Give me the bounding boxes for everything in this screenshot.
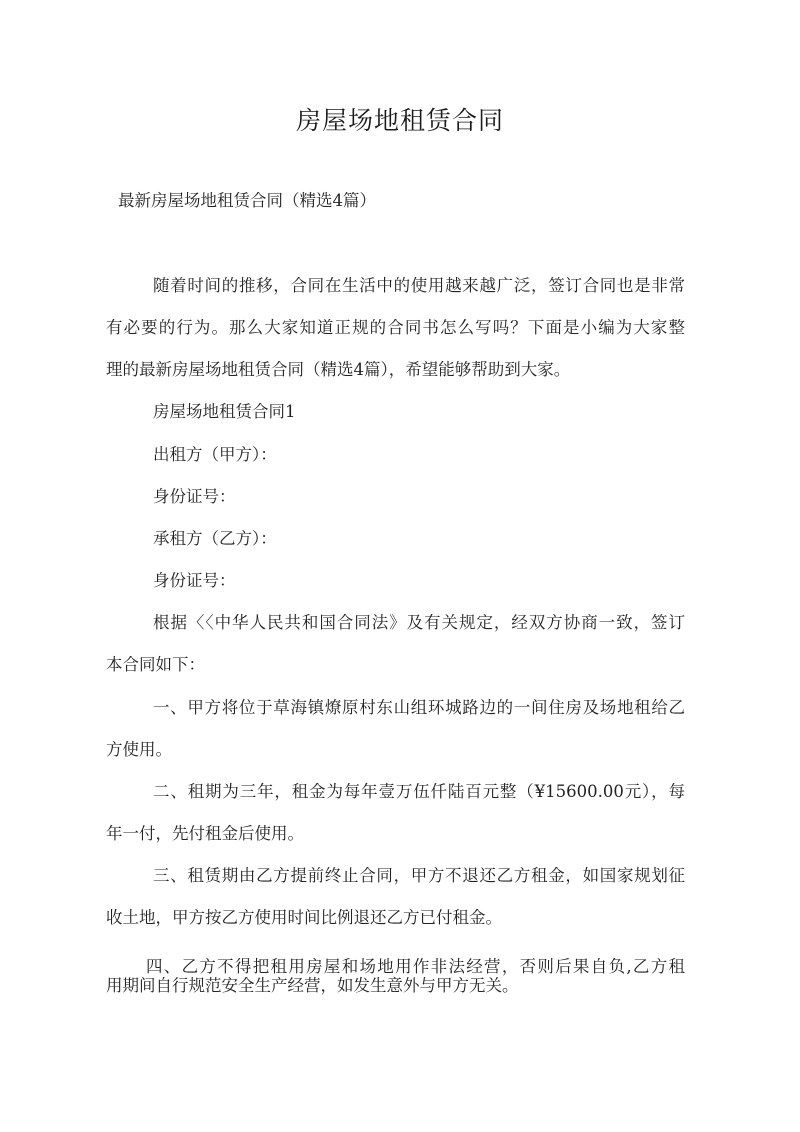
document-subtitle: 最新房屋场地租赁合同（精选4篇） (118, 191, 376, 210)
contract-heading: 房屋场地租赁合同1 (153, 402, 296, 421)
clause-4-line-2: 用期间自行规范安全生产经营，如发生意外与甲方无关。 (106, 976, 519, 995)
clause-4-line-1: 四、乙方不得把租用房屋和场地用作非法经营，否则后果自负,乙方租 (146, 957, 685, 976)
clause-1-line-1: 一、甲方将位于草海镇燎原村东山组环城路边的一间住房及场地租给乙 (153, 698, 685, 717)
party-b-label: 承租方（乙方）： (153, 529, 277, 548)
clause-3-line-2: 收土地，甲方按乙方使用时间比例退还乙方已付租金。 (106, 908, 502, 927)
party-a-label: 出租方（甲方）： (153, 445, 277, 464)
party-a-id-label: 身份证号： (153, 487, 236, 506)
clause-3-line-1: 三、租赁期由乙方提前终止合同，甲方不退还乙方租金，如国家规划征 (153, 866, 685, 885)
intro-line-2: 有必要的行为。那么大家知道正规的合同书怎么写吗？下面是小编为大家整 (106, 318, 685, 337)
clause-1-line-2: 方使用。 (106, 740, 172, 759)
party-b-id-label: 身份证号： (153, 571, 236, 590)
basis-line-1: 根据〈〈中华人民共和国合同法》及有关规定，经双方协商一致，签订 (153, 613, 685, 632)
basis-line-2: 本合同如下： (106, 655, 205, 674)
intro-line-3: 理的最新房屋场地租赁合同（精选4篇），希望能够帮助到大家。 (106, 360, 571, 379)
document-title: 房屋场地租赁合同 (295, 106, 504, 135)
clause-2-line-1: 二、租期为三年，租金为每年壹万伍仟陆百元整（¥15600.00元），每 (153, 782, 685, 801)
intro-line-1: 随着时间的推移，合同在生活中的使用越来越广泛，签订合同也是非常 (153, 276, 685, 295)
clause-2-line-2: 年一付，先付租金后使用。 (106, 824, 304, 843)
